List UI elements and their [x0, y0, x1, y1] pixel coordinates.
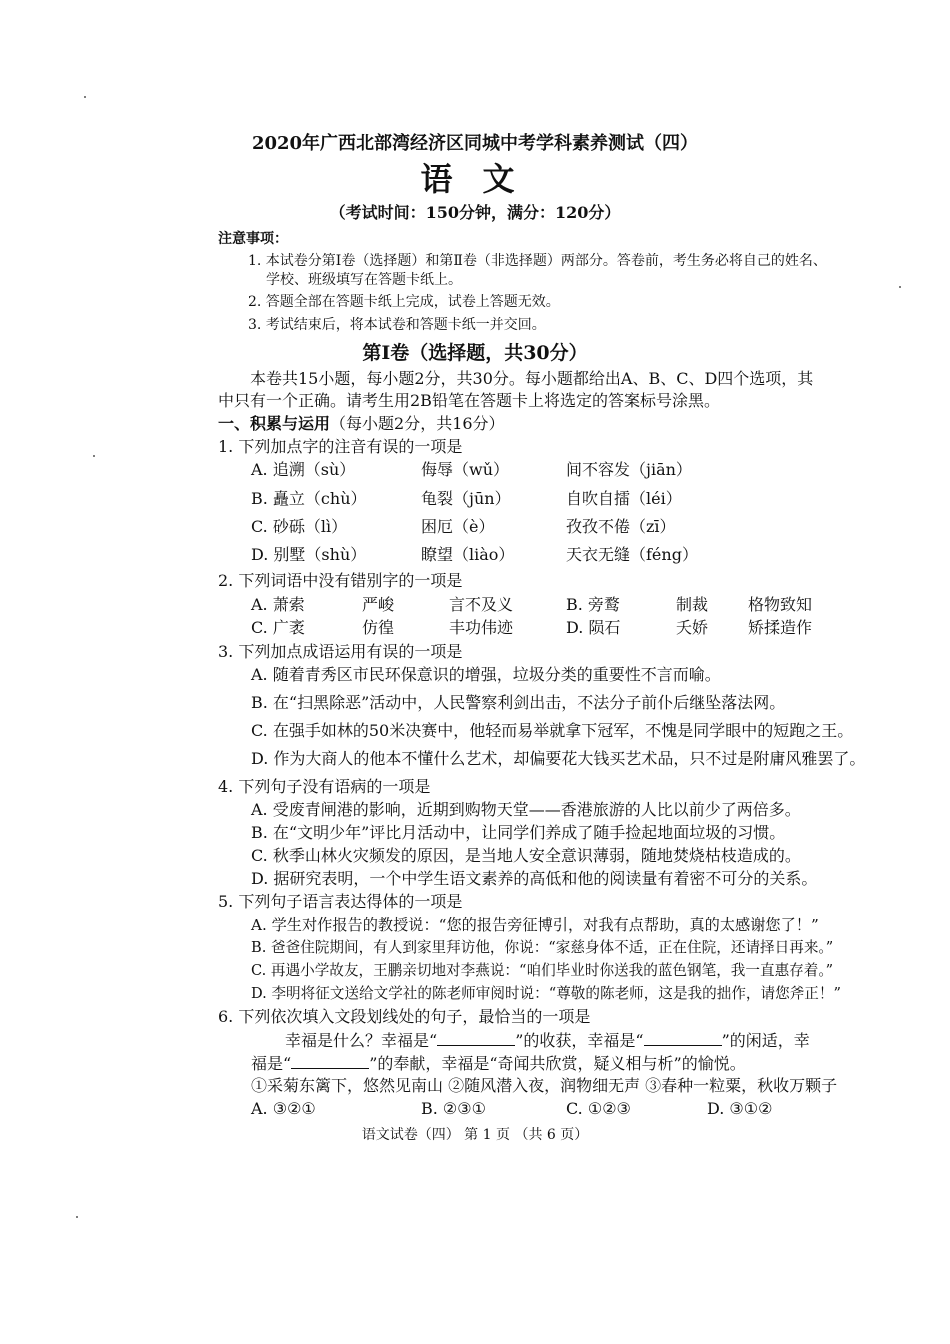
section-intro: 中只有一个正确。请考生用2B铅笔在答题卡上将选定的答案标号涂黑。 [218, 391, 720, 410]
passage-text: ”的奉献，幸福是“奇闻共欣赏，疑义相与析”的愉悦。 [369, 1054, 746, 1073]
question-stem: 1. 下列加点字的注音有误的一项是 [218, 437, 463, 456]
q6-sentences: ①采菊东篱下，悠然见南山 ②随风潜入夜，润物细无声 ③春种一粒粟，秋收万颗子 [251, 1076, 838, 1095]
note-line: 2. 答题全部在答题卡纸上完成，试卷上答题无效。 [248, 294, 560, 310]
q1-option: 瞭望（liào） [421, 545, 515, 564]
q6-option: A. ③②① [251, 1099, 316, 1118]
q3-option: B. 在“扫黑除恶”活动中，人民警察利剑出击，不法分子前仆后继坠落法网。 [251, 693, 786, 712]
q2-word: B. 旁鹜 [566, 595, 620, 614]
scan-speck [899, 286, 901, 288]
q2-word: C. 广袤 [251, 618, 305, 637]
q2-word: 制裁 [676, 595, 709, 614]
q6-passage [251, 1054, 746, 1074]
q1-option: 孜孜不倦（zī） [566, 517, 676, 536]
passage-text: 福是“ [251, 1054, 292, 1073]
note-line: 1. 本试卷分第Ⅰ卷（选择题）和第Ⅱ卷（非选择题）两部分。答卷前，考生务必将自己的姓名、 [248, 253, 827, 269]
q3-option: A. 随着青秀区市民环保意识的增强，垃圾分类的重要性不言而喻。 [251, 665, 721, 684]
scan-speck [84, 96, 86, 98]
q2-word: A. 萧索 [251, 595, 305, 614]
q5-option: B. 爸爸住院期间，有人到家里拜访他，你说：“家慈身体不适，正在住院，还请择日再来。” [251, 939, 834, 956]
exam-title: 2020年广西北部湾经济区同城中考学科素养测试（四） [251, 133, 699, 154]
q1-option: 自吹自擂（léi） [566, 489, 682, 508]
q6-option: B. ②③① [421, 1099, 486, 1118]
question-stem: 5. 下列句子语言表达得体的一项是 [218, 892, 463, 911]
q2-word: 严峻 [362, 595, 395, 614]
q1-option: D. 别墅（shù） [251, 545, 367, 564]
q1-option: 间不容发（jiān） [566, 460, 692, 479]
notes-heading: 注意事项： [218, 231, 288, 247]
q1-option: 天衣无缝（féng） [566, 545, 698, 564]
q5-option: A. 学生对作报告的教授说：“您的报告旁征博引，对我有点帮助，真的太感谢您了！” [251, 916, 819, 934]
question-stem: 6. 下列依次填入文段划线处的句子，最恰当的一项是 [218, 1007, 591, 1026]
q4-option: B. 在“文明少年”评比月活动中，让同学们养成了随手捡起地面垃圾的习惯。 [251, 823, 786, 842]
question-stem: 3. 下列加点成语运用有误的一项是 [218, 642, 463, 661]
q6-option: C. ①②③ [566, 1099, 631, 1118]
note-line: 学校、班级填写在答题卡纸上。 [266, 272, 462, 288]
question-stem: 4. 下列句子没有语病的一项是 [218, 777, 431, 796]
q2-word: 仿徨 [362, 618, 395, 637]
scan-speck [93, 455, 95, 457]
q4-option: A. 受废青闸港的影响，近期到购物天堂——香港旅游的人比以前少了两倍多。 [251, 800, 801, 819]
answer-blank [437, 1031, 515, 1046]
passage-text: 幸福是什么？幸福是“ [285, 1031, 438, 1050]
q1-option: 龟裂（jūn） [421, 489, 511, 508]
q1-option: A. 追溯（sù） [251, 460, 356, 479]
exam-info: （考试时间：150分钟，满分：120分） [329, 203, 621, 222]
q6-passage [285, 1031, 810, 1051]
q1-option: 困厄（è） [421, 517, 495, 536]
subject-title: 语文 [420, 160, 545, 198]
q2-word: 夭娇 [676, 618, 709, 637]
q6-option: D. ③①② [707, 1099, 773, 1118]
q2-word: 丰功伟迹 [449, 618, 514, 637]
q3-option: D. 作为大商人的他本不懂什么艺术，却偏要花大钱买艺术品，只不过是附庸风雅罢了。 [251, 749, 866, 768]
q1-option: B. 矗立（chù） [251, 489, 367, 508]
scan-speck [76, 1216, 78, 1218]
q2-word: 言不及义 [449, 595, 514, 614]
part-note: （每小题2分，共16分） [330, 414, 505, 433]
q1-option: C. 砂砾（lì） [251, 517, 348, 536]
q2-word: 格物致知 [748, 595, 813, 614]
passage-text: ”的闲适，幸 [721, 1031, 810, 1050]
q2-word: D. 陨石 [566, 618, 621, 637]
q5-option: C. 再遇小学故友，王鹏亲切地对李燕说：“咱们毕业时你送我的蓝色钢笔，我一直惠存着。” [251, 962, 834, 979]
q2-word: 矫揉造作 [748, 618, 813, 637]
part-heading [218, 414, 505, 434]
q4-option: D. 据研究表明，一个中学生语文素养的高低和他的阅读量有着密不可分的关系。 [251, 869, 818, 888]
q3-option: C. 在强手如林的50米决赛中，他轻而易举就拿下冠军，不愧是同学眼中的短跑之王。 [251, 721, 854, 740]
page-footer: 语文试卷（四） 第 1 页 （共 6 页） [361, 1127, 589, 1143]
q1-option: 侮辱（wǔ） [421, 460, 510, 479]
answer-blank [644, 1031, 722, 1046]
section-intro: 本卷共15小题，每小题2分，共30分。每小题都给出A、B、C、D四个选项，其 [250, 369, 814, 388]
question-stem: 2. 下列词语中没有错别字的一项是 [218, 571, 463, 590]
answer-blank [291, 1054, 369, 1069]
passage-text: ”的收获，幸福是“ [515, 1031, 644, 1050]
q4-option: C. 秋季山林火灾频发的原因，是当地人安全意识薄弱，随地焚烧枯枝造成的。 [251, 846, 801, 865]
section-heading: 第Ⅰ卷（选择题，共30分） [362, 342, 588, 364]
q5-option: D. 李明将征文送给文学社的陈老师审阅时说：“尊敬的陈老师，这是我的拙作，请您斧正！” [251, 985, 841, 1002]
note-line: 3. 考试结束后，将本试卷和答题卡纸一并交回。 [248, 317, 546, 333]
part-title: 一、积累与运用 [218, 414, 331, 433]
